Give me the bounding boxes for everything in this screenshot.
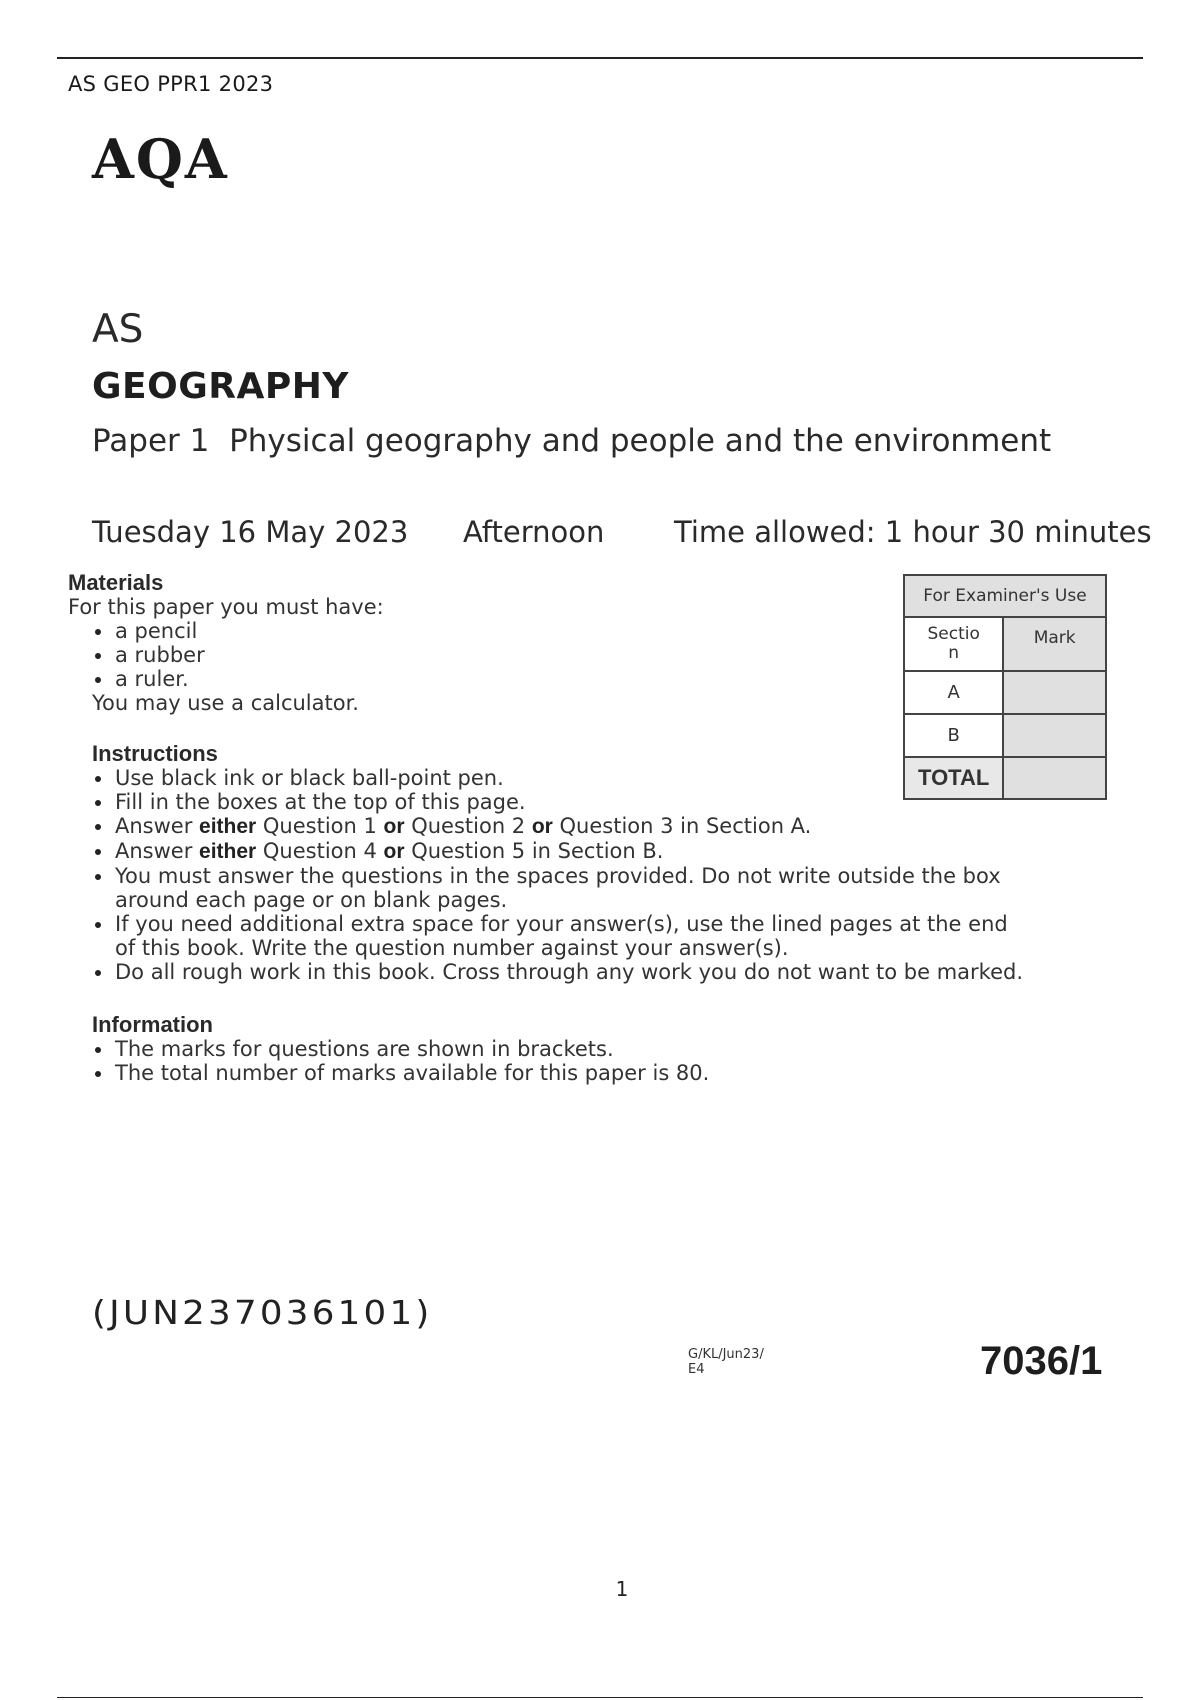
aqa-logo: AQA (92, 127, 229, 191)
paper-title: Paper 1 Physical geography and people and the environment (92, 423, 1052, 459)
section-a-mark-box (1003, 671, 1106, 714)
list-item: a ruler. (92, 667, 205, 691)
list-item: If you need additional extra space for your answer(s), use the lined pages at the end of this book. Write the question number against your answer(s). (92, 912, 1023, 960)
materials-intro: For this paper you must have: (68, 595, 384, 619)
page-number: 1 (615, 1577, 629, 1601)
list-item: Answer either Question 4 or Question 5 in Section B. (92, 839, 1023, 864)
list-item: Answer either Question 1 or Question 2 or Question 3 in Section A. (92, 814, 1023, 839)
list-item: The total number of marks available for this paper is 80. (92, 1061, 709, 1085)
header-code: AS GEO PPR1 2023 (68, 72, 274, 96)
instructions-list (92, 766, 1023, 984)
list-item: Use black ink or black ball-point pen. (92, 766, 1023, 790)
exam-session: Afternoon (463, 515, 605, 549)
paper-code: 7036/1 (980, 1339, 1103, 1383)
exam-date: Tuesday 16 May 2023 (92, 515, 409, 549)
calculator-note: You may use a calculator. (92, 691, 359, 715)
time-allowed: Time allowed: 1 hour 30 minutes (674, 515, 1152, 549)
bottom-rule (57, 1697, 1143, 1698)
list-item: a pencil (92, 619, 205, 643)
total-mark-box (1003, 757, 1106, 799)
instructions-heading: Instructions (92, 741, 218, 766)
barcode-text: (JUN237036101) (92, 1293, 433, 1332)
section-column-header: Sectio n (904, 617, 1003, 671)
information-heading: Information (92, 1012, 213, 1037)
subject-title: GEOGRAPHY (92, 366, 349, 407)
total-label: TOTAL (904, 757, 1003, 799)
materials-heading: Materials (68, 570, 164, 595)
list-item: Do all rough work in this book. Cross through any work you do not want to be marked. (92, 960, 1023, 984)
materials-list (92, 619, 205, 691)
list-item: a rubber (92, 643, 205, 667)
information-list (92, 1037, 709, 1085)
examiner-table-title: For Examiner's Use (904, 575, 1106, 617)
list-item: Fill in the boxes at the top of this page. (92, 790, 1023, 814)
list-item: You must answer the questions in the spaces provided. Do not write outside the box around each page or on blank pages. (92, 864, 1023, 912)
section-b-mark-box (1003, 714, 1106, 757)
reference-code: G/KL/Jun23/ E4 (688, 1347, 764, 1377)
qualification-level: AS (92, 307, 144, 352)
list-item: The marks for questions are shown in brackets. (92, 1037, 709, 1061)
examiner-use-table (903, 574, 1107, 800)
section-a-cell: A (904, 671, 1003, 714)
top-rule (57, 57, 1143, 59)
section-b-cell: B (904, 714, 1003, 757)
mark-column-header: Mark (1003, 617, 1106, 671)
